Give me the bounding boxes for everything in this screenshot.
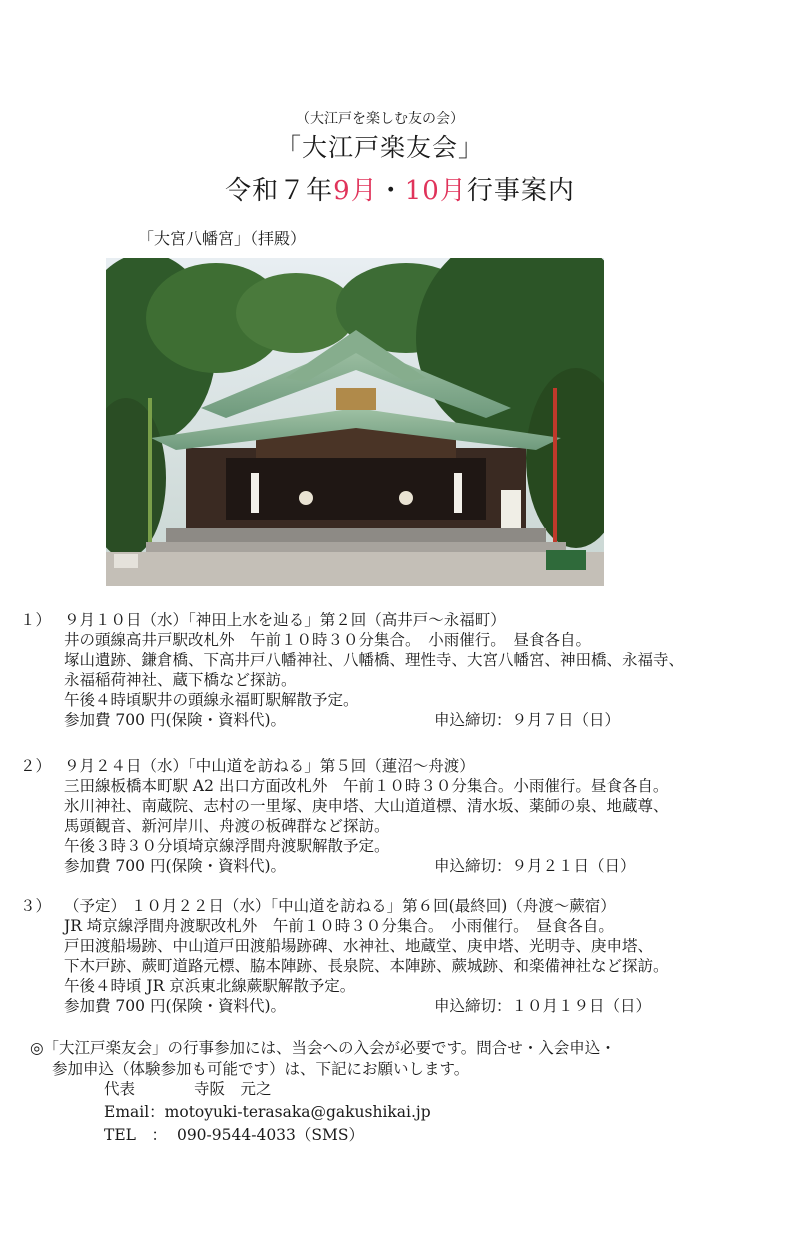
event-deadline: 申込締切：９月２１日（日）: [434, 857, 636, 875]
notice-line: 参加申込（体験参加も可能です）は、下記にお願いします。: [52, 1060, 470, 1078]
event-line: 塚山遺跡、鎌倉橋、下高井戸八幡神社、八幡橋、理性寺、大宮八幡宮、神田橋、永福寺、: [64, 651, 685, 669]
shrine-illustration: [106, 258, 604, 586]
event-deadline: 申込締切：１０月１９日（日）: [434, 997, 652, 1015]
heading-month-2: 10月: [404, 176, 467, 206]
document-title: 「大江戸楽友会」: [275, 133, 484, 162]
subtitle: （大江戸を楽しむ友の会）: [296, 111, 464, 127]
event-line: JR 埼京線浮間舟渡駅改札外 午前１０時３０分集合。 小雨催行。 昼食各自。: [64, 917, 614, 935]
event-title: （予定） １０月２２日（水）「中山道を訪ねる」第６回(最終回)（舟渡～蕨宿）: [64, 897, 616, 915]
event-line: 戸田渡船場跡、中山道戸田渡船場跡碑、水神社、地蔵堂、庚申塔、光明寺、庚申塔、: [64, 937, 654, 955]
event-line: 午後４時頃駅井の頭線永福町駅解散予定。: [64, 691, 359, 709]
event-1: [20, 610, 780, 730]
heading-month-1: 9月: [333, 176, 378, 206]
event-number: ３）: [20, 897, 52, 915]
rep-label: 代表: [104, 1080, 136, 1098]
membership-notice: [30, 1038, 790, 1080]
event-line: 午後４時頃 JR 京浜東北線蕨駅解散予定。: [64, 977, 356, 995]
rep-name: 寺阪 元之: [194, 1080, 272, 1098]
event-line: 午後３時３０分頃埼京線浮間舟渡駅解散予定。: [64, 837, 390, 855]
heading-prefix: 令和７年: [225, 176, 334, 206]
event-title: ９月２４日（水）「中山道を訪ねる」第５回（蓮沼～舟渡）: [64, 757, 475, 775]
contact-block: [104, 1078, 431, 1147]
photo-caption: 「大宮八幡宮」（拝殿）: [138, 229, 307, 248]
event-title: ９月１０日（水）「神田上水を辿る」第２回（高井戸～永福町）: [64, 611, 506, 629]
event-line: 下木戸跡、蕨町道路元標、脇本陣跡、長泉院、本陣跡、蕨城跡、和楽備神社など探訪。: [64, 957, 669, 975]
notice-line: ◎「大江戸楽友会」の行事参加には、当会への入会が必要です。問合せ・入会申込・: [30, 1039, 616, 1057]
event-line: 永福稲荷神社、蔵下橋など探訪。: [64, 671, 297, 689]
shrine-photo: [106, 258, 604, 586]
email-link[interactable]: motoyuki-terasaka@gakushikai.jp: [164, 1103, 431, 1121]
heading: [0, 170, 800, 207]
heading-suffix: 行事案内: [466, 176, 575, 206]
email-label: Email：: [104, 1103, 165, 1121]
event-2: [20, 756, 780, 876]
tel-label: TEL ：: [104, 1126, 167, 1144]
heading-sep: ・: [377, 176, 405, 206]
tel-number: 090-9544-4033（SMS）: [176, 1126, 365, 1144]
event-line: 氷川神社、南蔵院、志村の一里塚、庚申塔、大山道道標、清水坂、薬師の泉、地蔵尊、: [64, 797, 669, 815]
event-line: 馬頭観音、新河岸川、舟渡の板碑群など探訪。: [64, 817, 390, 835]
event-fee: 参加費 700 円(保険・資料代)。: [64, 997, 287, 1015]
event-number: ２）: [20, 757, 52, 775]
event-line: 井の頭線高井戸駅改札外 午前１０時３０分集合。 小雨催行。 昼食各自。: [64, 631, 592, 649]
event-number: １）: [20, 611, 52, 629]
event-3: [20, 896, 780, 1016]
event-fee: 参加費 700 円(保険・資料代)。: [64, 711, 287, 729]
event-fee: 参加費 700 円(保険・資料代)。: [64, 857, 287, 875]
event-line: 三田線板橋本町駅 A2 出口方面改札外 午前１０時３０分集合。小雨催行。昼食各自。: [64, 777, 669, 795]
event-deadline: 申込締切：９月７日（日）: [434, 711, 621, 729]
